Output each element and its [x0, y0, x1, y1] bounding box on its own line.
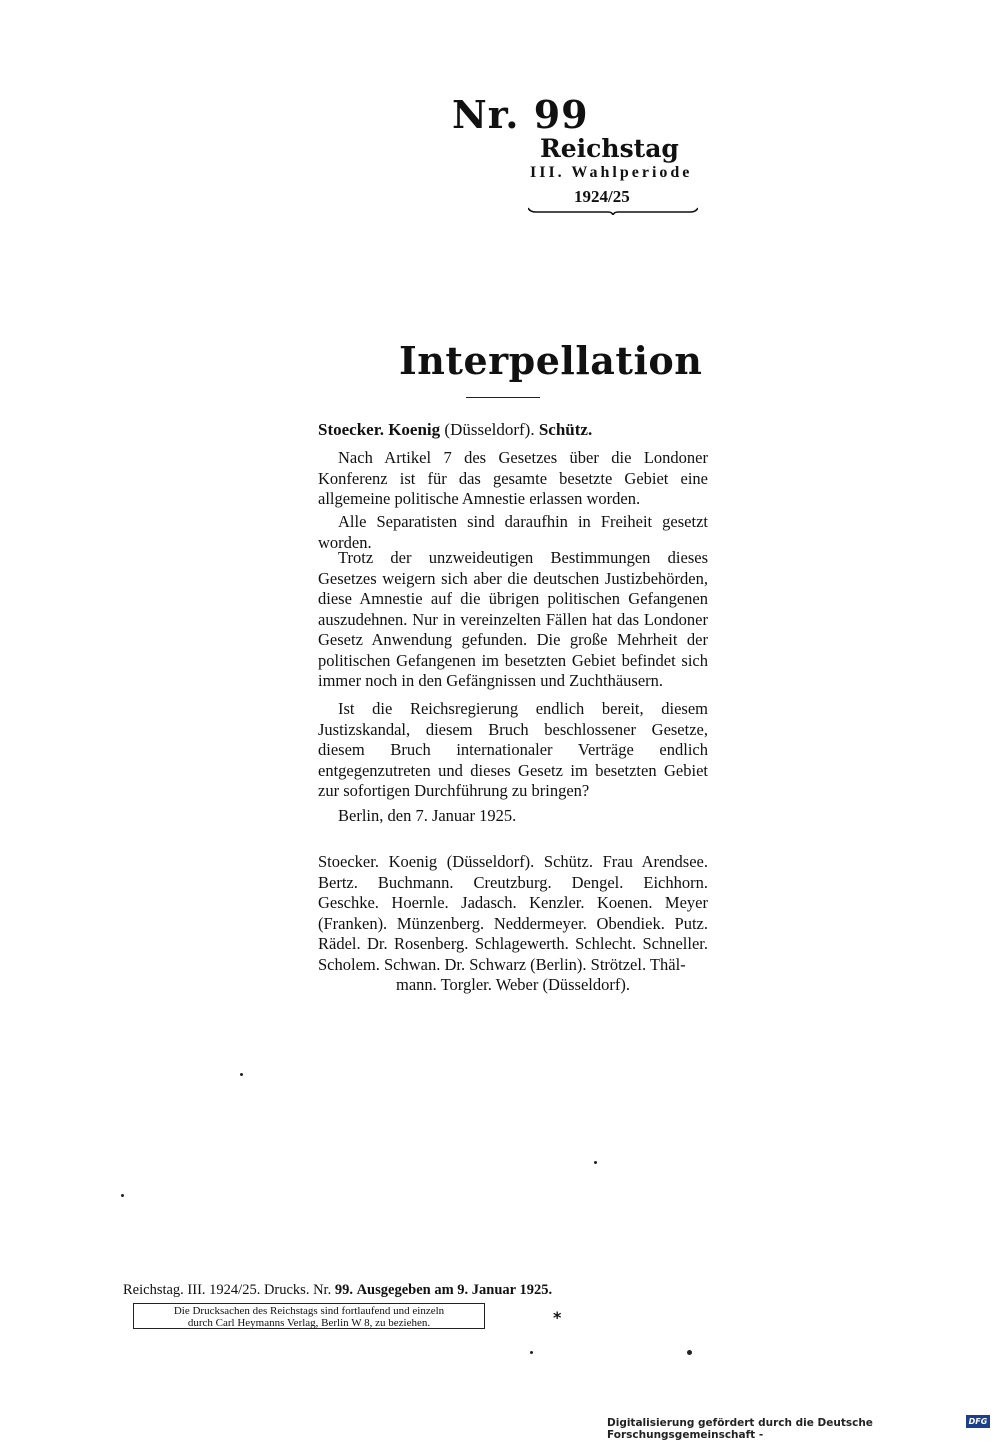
author-2-place: (Düsseldorf). — [444, 420, 535, 439]
author-1: Stoecker. — [318, 420, 384, 439]
speck — [594, 1161, 597, 1164]
speck — [530, 1351, 533, 1354]
session-years: 1924/25 — [574, 187, 630, 206]
imprint-line — [123, 1282, 552, 1299]
author-3: Schütz. — [538, 420, 593, 439]
speck — [687, 1350, 692, 1355]
dfg-logo: DFG — [966, 1415, 990, 1428]
title-divider — [466, 397, 540, 398]
date-line: Berlin, den 7. Januar 1925. — [338, 806, 517, 825]
author-2: Koenig — [388, 420, 441, 439]
signatories-list: Stoecker. Koenig (Düsseldorf). Schütz. Frau Arendsee. Bertz. Buchmann. Creutzburg. Dengel. Eichhorn. Geschke. Hoernle. Jadasch. Kenzler. Koenen. Meyer (Franken). Münzenberg. Neddermeyer. Obendiek. Putz. Rädel. Dr. Rosenberg. Schlagewerth. Schlecht. Schneller. Scholem. Schwan. Dr. Schwarz (Berlin). Strötzel. Thäl- — [318, 852, 708, 974]
speck — [121, 1194, 124, 1197]
document-number: Nr. 99 — [452, 92, 589, 137]
imprint-prefix: Reichstag. III. 1924/25. Drucks. Nr. — [123, 1282, 332, 1298]
imprint-number: 99. — [334, 1282, 353, 1298]
asterisk-mark: * — [553, 1308, 562, 1327]
speck — [240, 1073, 243, 1076]
header-brace-rule — [528, 207, 698, 215]
digitization-credit: Digitalisierung gefördert durch die Deutsche Forschungsgemeinschaft - — [607, 1417, 873, 1441]
institution-name: Reichstag — [540, 134, 679, 163]
distribution-line-1: Die Drucksachen des Reichstags sind fortlaufend und einzeln — [173, 1305, 445, 1317]
legislative-period: III. Wahlperiode — [530, 164, 693, 181]
paragraph-3: Trotz der unzweideutigen Bestimmungen dieses Gesetzes weigern sich aber die deutschen Justizbehörden, diese Amnestie auf die übrigen politischen Gefangenen auszudehnen. Nur in vereinzelten Fällen hat das Londoner Gesetz Anwendung gefunden. Die große Mehrheit der politischen Gefangenen im besetzten Gebiet befindet sich immer noch in den Gefängnissen und Zuchthäusern. — [318, 548, 708, 690]
document-title: Interpellation — [399, 338, 703, 383]
signatories — [318, 852, 708, 996]
distribution-notice — [133, 1303, 485, 1329]
paragraph-2: Alle Separatisten sind daraufhin in Freiheit gesetzt worden. — [318, 512, 708, 552]
paragraph-4: Ist die Reichsregierung endlich bereit, diesem Justizskandal, diesem Bruch beschlossener Gesetze, diesem Bruch internationaler Verträge endlich entgegenzutreten und dieses Gesetz im besetzten Gebiet zur sofortigen Durchführung zu bringen? — [318, 699, 708, 800]
distribution-line-2: durch Carl Heymanns Verlag, Berlin W 8, zu beziehen. — [187, 1317, 431, 1329]
imprint-issued: Ausgegeben am 9. Januar 1925. — [356, 1282, 553, 1298]
signatories-last-line: mann. Torgler. Weber (Düsseldorf). — [396, 975, 630, 994]
author-line — [318, 420, 708, 441]
paragraph-1: Nach Artikel 7 des Gesetzes über die Londoner Konferenz ist für das gesamte besetzte Gebiet eine allgemeine politische Amnestie erlassen worden. — [318, 448, 708, 508]
